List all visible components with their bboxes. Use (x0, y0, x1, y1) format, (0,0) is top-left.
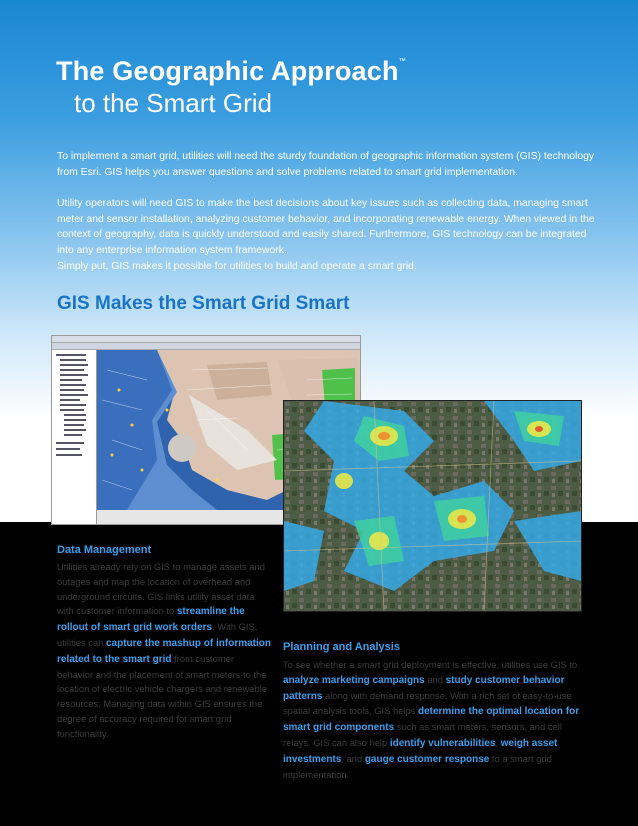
planning-analysis-heading: Planning and Analysis (283, 641, 400, 653)
data-management-body: Utilities already rely on GIS to manage assets and outages and map the location of overhead and underground circuits. GIS links utility asset data with customer information to streamline the rollout of smart grid work orders. With GIS, utilities can capture the mashup of information related to the smart grid from customer behavior and the placement of smart meters to the location of electric vehicle chargers and renewable resources. Managing data within GIS ensures the degree of accuracy required for smart grid functionality. (57, 561, 271, 739)
heat-map-screenshot (283, 400, 582, 612)
intro-paragraph-2: Utility operators will need GIS to make the best decisions about key issues such as collecting data, managing smart meter and sensor installation, analyzing customer behavior, and incorporating renewable energy. When viewed in the context of geography, data is quickly understood and easily shared. Furthermore, GIS technology can be integrated into any enterprise information system framework. (57, 198, 595, 256)
page-subtitle: to the Smart Grid (74, 88, 272, 118)
planning-analysis-body: To see whether a smart grid deployment is effective, utilities use GIS to analyze marketing campaigns and study customer behavior patterns along with demand response. With a rich set of easy-to-use spatial analysis tools, GIS helps determine the optimal location for smart grid components such as smart meters, sensors, and cell relays. GIS can also help identify vulnerabilities, weigh asset investments, and gauge customer response to a smart grid implementation. (283, 659, 580, 780)
table-of-contents-panel (52, 350, 97, 524)
data-management-heading: Data Management (57, 544, 152, 556)
intro-paragraph-3: Simply put, GIS makes it possible for utilities to build and operate a smart grid. (57, 261, 417, 272)
page-title: The Geographic Approach™ (56, 56, 406, 86)
section-title: GIS Makes the Smart Grid Smart (57, 293, 350, 314)
trademark-symbol: ™ (398, 58, 406, 65)
intro-paragraph-1: To implement a smart grid, utilities will need the sturdy foundation of geographic information system (GIS) technology from Esri. GIS helps you answer questions and solve problems related to smart grid implementation. (57, 151, 595, 178)
